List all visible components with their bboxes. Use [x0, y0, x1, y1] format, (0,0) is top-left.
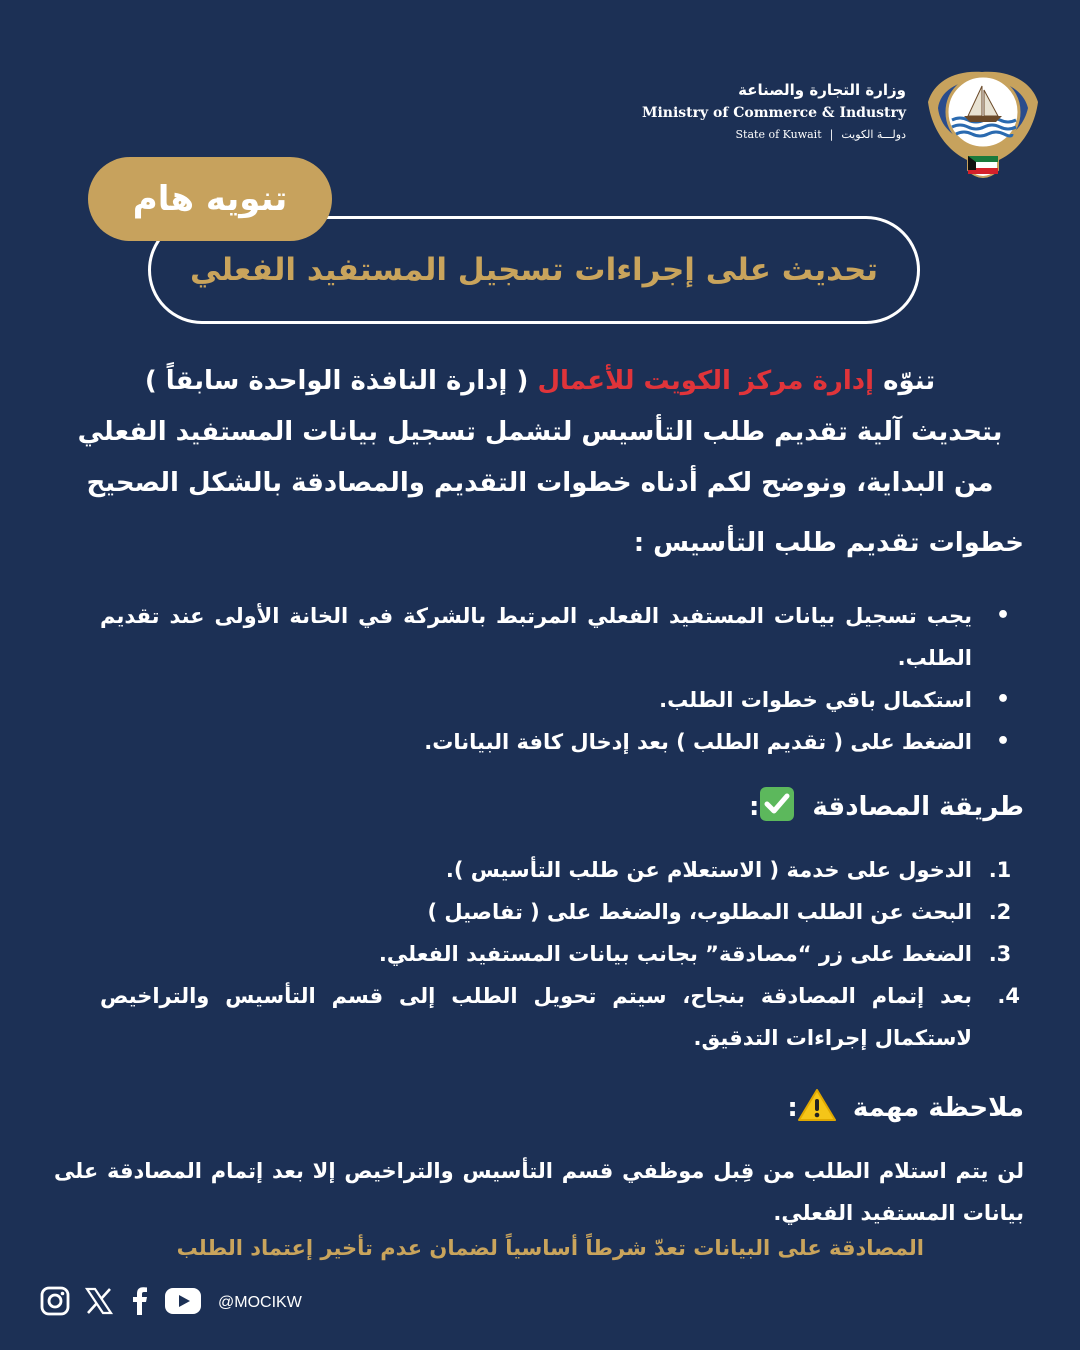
intro-line-2: بتحديث آلية تقديم طلب التأسيس لتشمل تسجيل بيانات المستفيد الفعلي: [77, 417, 1003, 447]
intro-post: ( إدارة النافذة الواحدة سابقاً ): [144, 366, 538, 396]
list-item: • استكمال باقي خطوات الطلب.: [100, 679, 1020, 721]
intro-pre: تنوّه: [874, 366, 936, 396]
x-icon[interactable]: [84, 1286, 114, 1320]
authentication-steps-list: [100, 849, 1020, 1059]
state-ar: دولـــة الكويت: [841, 128, 906, 141]
ministry-brand: [642, 78, 906, 146]
step-number: 3.: [988, 942, 1012, 966]
intro-line-3: من البداية، ونوضح لكم أدناه خطوات التقديم والمصادقة بالشكل الصحيح: [86, 468, 994, 498]
steps-list: [100, 595, 1020, 763]
list-item: • الضغط على ( تقديم الطلب ) بعد إدخال كافة البيانات.: [100, 721, 1020, 763]
step-text: الضغط على زر “مصادقة” بجانب بيانات المستفيد الفعلي.: [378, 942, 972, 966]
note-heading-text: ملاحظة مهمة: [852, 1093, 1024, 1123]
authentication-heading-text: طريقة المصادقة: [812, 792, 1024, 822]
step-text: البحث عن الطلب المطلوب، والضغط على ( تفاصيل ): [427, 900, 972, 924]
note-heading-colon: :: [787, 1093, 798, 1123]
authentication-heading-colon: :: [748, 792, 760, 822]
list-item: [100, 849, 1020, 891]
list-item: [100, 891, 1020, 933]
social-handle[interactable]: @MOCIKW: [218, 1294, 302, 1311]
step-number: 2.: [988, 900, 1012, 924]
check-mark-icon: [759, 786, 795, 829]
steps-heading: خطوات تقديم طلب التأسيس :: [633, 528, 1024, 558]
intro-highlight: إدارة مركز الكويت للأعمال: [537, 366, 875, 396]
intro-line-1: [40, 356, 1040, 407]
step-number: 4.: [997, 984, 1020, 1008]
social-bar: [40, 1286, 302, 1320]
intro-paragraph: [40, 356, 1040, 509]
kuwait-emblem-icon: [924, 62, 1042, 186]
page-title: تحديث على إجراءات تسجيل المستفيد الفعلي: [189, 252, 879, 288]
youtube-icon[interactable]: [164, 1287, 202, 1319]
note-emphasis: المصادقة على البيانات تعدّ شرطاً أساسياً لضمان عدم تأخير إعتماد الطلب: [176, 1236, 924, 1260]
state-en: State of Kuwait: [735, 128, 822, 141]
note-text: لن يتم استلام الطلب من قِبل موظفي قسم التأسيس والتراخيص إلا بعد إتمام المصادقة على بيانات المستفيد الفعلي.: [54, 1159, 1024, 1225]
ministry-name-en: Ministry of Commerce & Industry: [641, 105, 906, 121]
state-label: State of Kuwait | دولـــة الكويت: [735, 128, 906, 141]
important-notice-badge: تنويه هام: [88, 157, 332, 241]
list-item: [100, 933, 1020, 975]
list-item: [100, 975, 1020, 1059]
step-text: بعد إتمام المصادقة بنجاح، سيتم تحويل الطلب إلى قسم التأسيس والتراخيص لاستكمال إجراءات التدقيق.: [100, 984, 972, 1050]
authentication-heading: [749, 786, 1024, 829]
list-item: • يجب تسجيل بيانات المستفيد الفعلي المرتبط بالشركة في الخانة الأولى عند تقديم الطلب.: [100, 595, 1020, 679]
step-text: الدخول على خدمة ( الاستعلام عن طلب التأسيس ).: [445, 858, 972, 882]
facebook-icon[interactable]: [128, 1286, 150, 1320]
note-heading: [787, 1088, 1024, 1129]
warning-icon: [798, 1088, 836, 1129]
ministry-name-ar: وزارة التجارة والصناعة: [738, 81, 906, 99]
instagram-icon[interactable]: [40, 1286, 70, 1320]
step-number: 1.: [988, 858, 1012, 882]
